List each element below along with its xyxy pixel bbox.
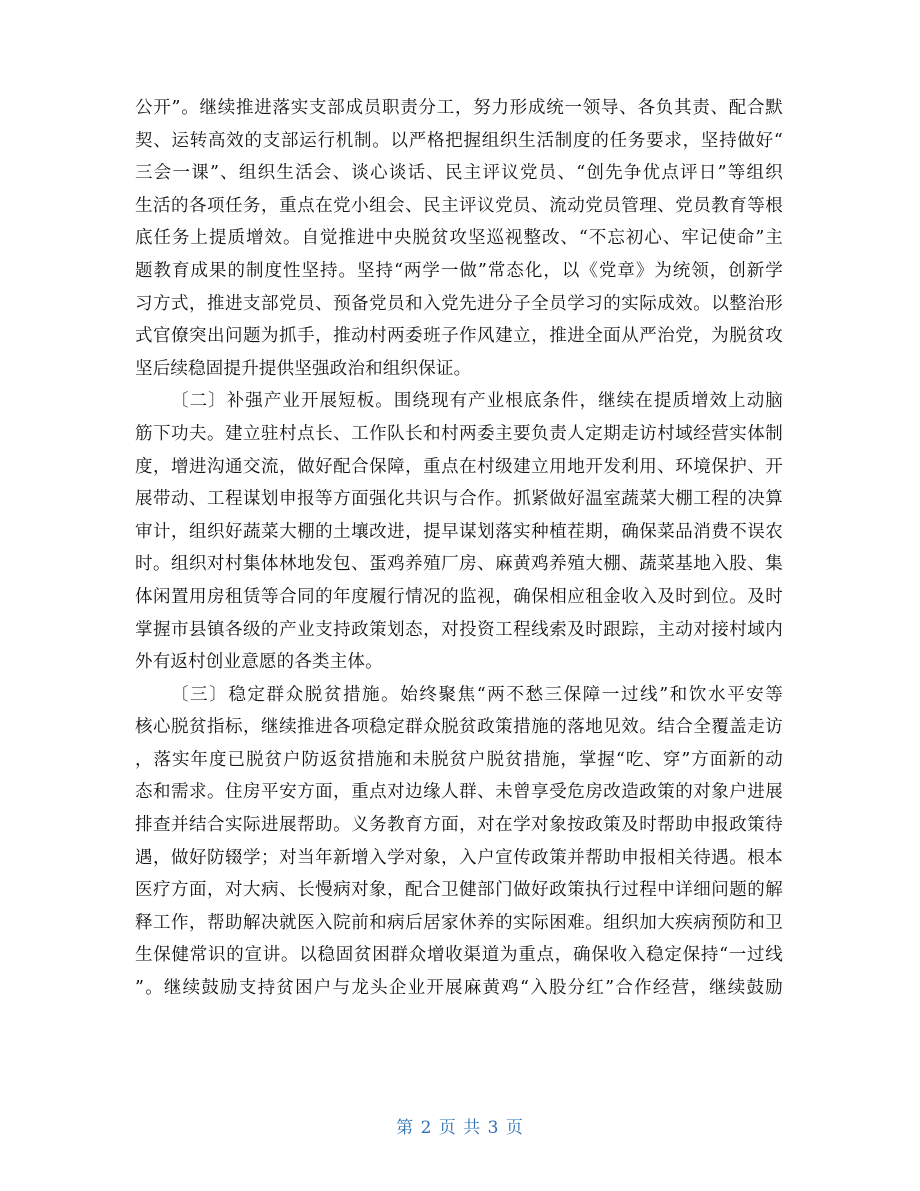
- document-body: [135, 92, 783, 1005]
- text-line: 习方式，推进支部党员、预备党员和入党先进分子全员学习的实际成效。以整治形: [135, 293, 783, 314]
- text-line: 排查并结合实际进展帮助。义务教育方面，对在学对象按政策及时帮助申报政策待: [135, 815, 783, 836]
- text-line: 底任务上提质增效。自觉推进中央脱贫攻坚巡视整改、“不忘初心、牢记使命”主: [135, 228, 783, 249]
- text-line: 题教育成果的制度性坚持。坚持“两学一做”常态化，以《党章》为统领，创新学: [135, 260, 783, 281]
- text-line: 展带动、工程谋划申报等方面强化共识与合作。抓紧做好温室蔬菜大棚工程的决算: [135, 489, 783, 510]
- text-line: 式官僚突出问题为抓手，推动村两委班子作风建立，推进全面从严治党，为脱贫攻: [135, 326, 783, 347]
- text-line: 遇，做好防辍学；对当年新增入学对象，入户宣传政策并帮助申报相关待遇。根本: [135, 847, 783, 868]
- text-line: 医疗方面，对大病、长慢病对象，配合卫健部门做好政策执行过程中详细问题的解: [135, 880, 783, 901]
- text-line: 公开”。继续推进落实支部成员职责分工，努力形成统一领导、各负其责、配合默: [135, 98, 783, 118]
- text-line: 外有返村创业意愿的各类主体。: [135, 652, 383, 673]
- text-line: 生活的各项任务，重点在党小组会、民主评议党员、流动党员管理、党员教育等根: [135, 195, 783, 216]
- text-line: 三会一课”、组织生活会、谈心谈话、民主评议党员、“创先争优点评日”等组织: [135, 163, 783, 184]
- text-line: 释工作，帮助解决就医入院前和病后居家休养的实际困难。组织加大疾病预防和卫: [135, 912, 783, 933]
- paragraph-2: [135, 385, 783, 678]
- text-line: 〔三〕稳定群众脱贫措施。始终聚焦“两不愁三保障一过线”和饮水平安等: [171, 684, 783, 705]
- text-line: ”。继续鼓励支持贫困户与龙头企业开展麻黄鸡“入股分红”合作经营，继续鼓励: [135, 978, 783, 999]
- text-line: 审计，组织好蔬菜大棚的土壤改进，提早谋划落实种植茬期，确保菜品消费不误农: [135, 521, 783, 542]
- text-line: 度，增进沟通交流，做好配合保障，重点在村级建立用地开发利用、环境保护、开: [135, 456, 783, 477]
- text-line: 筋下功夫。建立驻村点长、工作队长和村两委主要负责人定期走访村域经营实体制: [135, 423, 783, 444]
- paragraph-3: [135, 679, 783, 1005]
- text-line: 时。组织对村集体林地发包、蛋鸡养殖厂房、麻黄鸡养殖大棚、蔬菜基地入股、集: [135, 554, 783, 575]
- text-line: 〔二〕补强产业开展短板。围绕现有产业根底条件，继续在提质增效上动脑: [171, 391, 783, 412]
- text-line: 体闲置用房租赁等合同的年度履行情况的监视，确保相应租金收入及时到位。及时: [135, 586, 783, 607]
- text-line: 核心脱贫指标，继续推进各项稳定群众脱贫政策措施的落地见效。结合全覆盖走访: [135, 717, 783, 738]
- text-line: 生保健常识的宣讲。以稳固贫困群众增收渠道为重点，确保收入稳定保持“一过线: [135, 945, 783, 966]
- text-line: 态和需求。住房平安方面，重点对边缘人群、未曾享受危房改造政策的对象户进展: [135, 782, 783, 803]
- text-line: 掌握市县镇各级的产业支持政策划态，对投资工程线索及时跟踪，主动对接村域内: [135, 619, 783, 640]
- text-line: 坚后续稳固提升提供坚强政治和组织保证。: [135, 358, 472, 379]
- text-line: 契、运转高效的支部运行机制。以严格把握组织生活制度的任务要求，坚持做好“: [135, 130, 783, 151]
- text-line: ，落实年度已脱贫户防返贫措施和未脱贫户脱贫措施，掌握“吃、穿”方面新的动: [135, 749, 783, 770]
- page-number-footer: 第 2 页 共 3 页: [396, 1118, 524, 1138]
- paragraph-1: [135, 92, 783, 385]
